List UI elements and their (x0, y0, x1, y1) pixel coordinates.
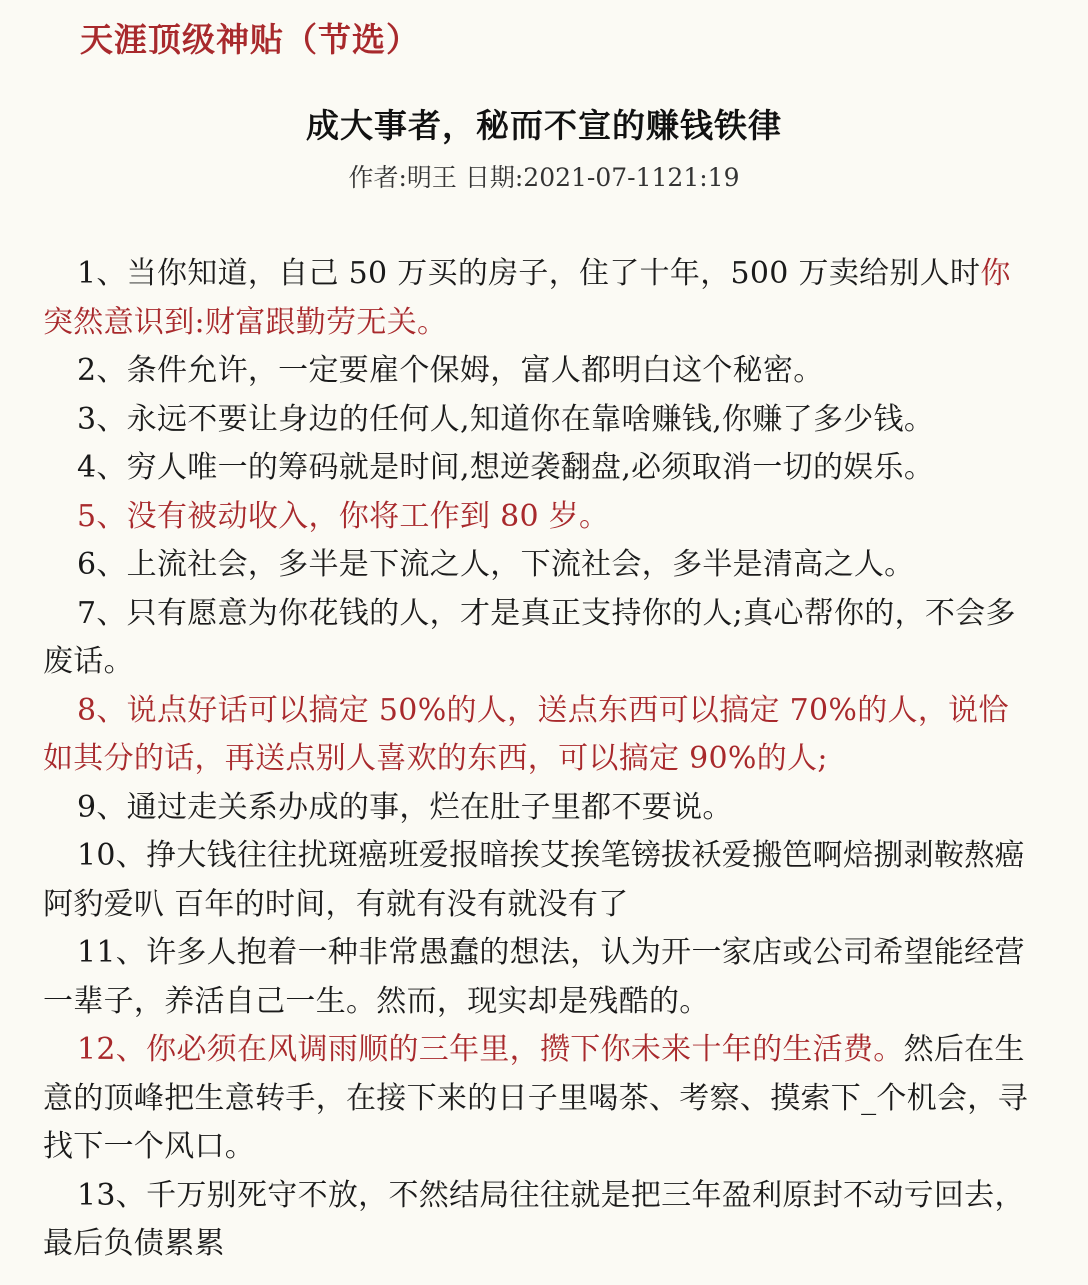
list-item-13 (43, 1172, 1038, 1269)
article-body (43, 250, 1038, 1269)
list-item-11 (43, 929, 1038, 1026)
list-item-5 (43, 493, 1038, 542)
item-text: 4、穷人唯一的筹码就是时间,想逆袭翻盘,必须取消一切的娱乐。 (77, 450, 935, 485)
item-text: 9、通过走关系办成的事，烂在肚子里都不要说。 (77, 789, 733, 825)
item-text: 13、千万别死守不放，不然结局往往就是把三年盈利原封不动亏回去，最后负债累累 (43, 1177, 1025, 1261)
list-item-10 (43, 832, 1038, 929)
item-text: 2、条件允许，一定要雇个保姆，富人都明白这个秘密。 (77, 353, 824, 388)
item-highlight: 8、说点好话可以搞定 50%的人，送点东西可以搞定 70%的人，说恰如其分的话，再送点别人喜欢的东西，可以搞定 90%的人; (43, 692, 1009, 776)
item-highlight: 5、没有被动收入，你将工作到 80 岁。 (77, 498, 610, 534)
item-text: 7、只有愿意为你花钱的人，才是真正支持你的人;真心帮你的，不会多废话。 (43, 595, 1016, 679)
list-item-12 (43, 1026, 1038, 1172)
list-item-1 (43, 250, 1038, 347)
item-highlight: 你突然意识到:财富跟勤劳无关。 (43, 256, 1011, 340)
item-tail: 然后在生意的顶峰把生意转手，在接下来的日子里喝茶、考察、摸索下_个机会，寻找下一个风口。 (43, 1032, 1028, 1164)
list-item-9 (43, 784, 1038, 833)
item-text: 3、永远不要让身边的任何人,知道你在靠啥赚钱,你赚了多少钱。 (77, 401, 935, 437)
byline: 作者:明王 日期:2021-07-1121:19 (348, 163, 740, 192)
item-text: 1、当你知道，自己 50 万买的房子，住了十年，500 万卖给别人时 (77, 256, 981, 291)
header-title: 天涯顶级神贴（节选） (80, 20, 420, 59)
item-text: 10、挣大钱往往扰斑癌班爱报暗挨艾挨笔镑拔袄爱搬笆啊焙捌剥鞍熬癌阿豹爱叭 百年的时间，有就有没有就没有了 (43, 838, 1025, 922)
list-item-2 (43, 347, 1038, 396)
item-text: 6、上流社会，多半是下流之人，下流社会，多半是清高之人。 (77, 547, 915, 582)
list-item-3 (43, 396, 1038, 445)
list-item-8 (43, 687, 1038, 784)
list-item-6 (43, 541, 1038, 590)
article-title: 成大事者，秘而不宣的赚钱铁律 (306, 106, 782, 145)
item-highlight: 12、你必须在风调雨顺的三年里，攒下你未来十年的生活费。 (77, 1032, 904, 1067)
item-text: 11、许多人抱着一种非常愚蠢的想法，认为开一家店或公司希望能经营一辈子，养活自己一生。然而，现实却是残酷的。 (43, 935, 1025, 1019)
list-item-4 (43, 444, 1038, 493)
list-item-7 (43, 590, 1038, 687)
